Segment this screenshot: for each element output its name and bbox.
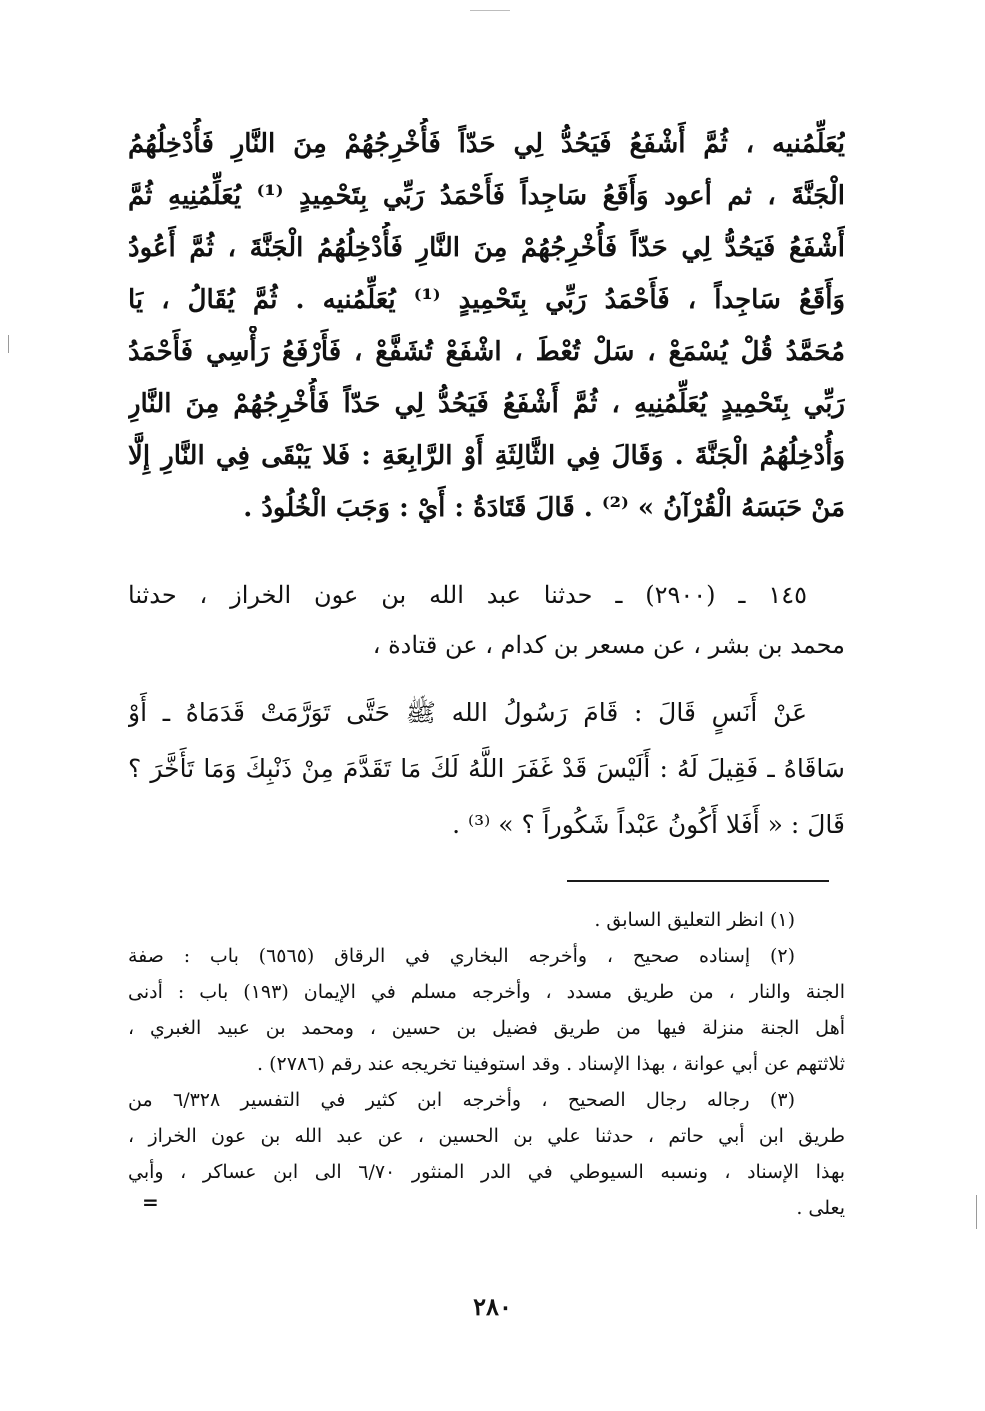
footnote-line: (٣) رجاله رجال الصحيح ، وأخرجه ابن كثير في التفسير ٦/٣٢٨ من — [128, 1089, 795, 1111]
main-text-line: الْجَنَّةَ ، ثم أعود وَأَقَعُ سَاجِداً فَأَحْمَدُ رَبِّي بِتَحْمِيدٍ ⁽¹⁾ يُعَلِّمُنِيهِ ثُمَّ — [128, 181, 845, 211]
matn-line: عَنْ أَنَسٍ قَالَ : قَامَ رَسُولُ الله ﷺ حَتَّى تَوَرَّمَتْ قَدَمَاهُ ـ أَوْ — [128, 698, 807, 727]
footnote-line: بهذا الإسناد ، ونسبه السيوطي في الدر المنثور ٦/٧٠ الى ابن عساكر ، وأبي — [128, 1161, 845, 1183]
footnote-line: أهل الجنة منزلة فيها من طريق فضيل بن حسين ، ومحمد بن عبيد الغبري ، — [128, 1017, 845, 1039]
main-text-line: رَبِّي بِتَحْمِيدٍ يُعَلِّمُنِيهِ ، ثُمَّ أَشْفَعُ فَيَحُدُّ لِي حَدّاً فَأُخْرِجُهُمْ مِنَ النَّارِ — [128, 389, 845, 419]
main-text-line: وَأَقَعُ سَاجِداً ، فَأَحْمَدُ رَبِّي بِتَحْمِيدٍ ⁽¹⁾ يُعَلِّمُنيه . ثُمَّ يُقَالُ ، يَا — [128, 285, 845, 315]
footnote-line: الجنة والنار ، من طريق مسدد ، وأخرجه مسلم في الإيمان (١٩٣) باب : أدنى — [128, 981, 845, 1003]
footnote-line: طريق ابن أبي حاتم ، حدثنا علي بن الحسين ، عن عبد الله بن عون الخراز ، — [128, 1125, 845, 1147]
footnote-line: ثلاثتهم عن أبي عوانة ، بهذا الإسناد . وقد استوفينا تخريجه عند رقم (٢٧٨٦) . — [257, 1053, 845, 1075]
isnad-line: ١٤٥ ـ (٢٩٠٠) ـ حدثنا عبد الله بن عون الخراز ، حدثنا — [128, 581, 807, 609]
main-text-line: وَأُدْخِلُهُمُ الْجَنَّةَ . وَقَالَ فِي الثَّالِثَةِ أَوْ الرَّابِعَةِ : فَلا يَبْقَى فِي النَّارِ إِلَّا — [128, 441, 845, 471]
main-text-line: مَنْ حَبَسَهُ الْقُرْآنُ » ⁽²⁾ . قَالَ قَتَادَةُ : أَيْ : وَجَبَ الْخُلُودُ . — [243, 493, 845, 523]
page-number: ٢٨٠ — [473, 1292, 512, 1321]
hadith-matn — [128, 685, 845, 853]
hadith-isnad — [128, 570, 845, 670]
main-text-block — [128, 118, 845, 534]
main-text-line: أَشْفَعُ فَيَحُدُّ لِي حَدّاً فَأُخْرِجُهُمْ مِنَ النَّارِ فَأُدْخِلُهُمُ الْجَنَّةَ ، ثُمَّ أَعُودُ — [128, 233, 845, 263]
footnote-last-row — [128, 1190, 845, 1226]
main-text-line: مُحَمَّدُ قُلْ يُسْمَعْ ، سَلْ تُعْطَ ، اشْفَعْ تُشَفَّعْ ، فَأَرْفَعُ رَأْسِي فَأَحْمَدُ — [128, 337, 845, 367]
matn-line: سَاقَاهُ ـ فَقِيلَ لَهُ : أَلَيْسَ قَدْ غَفَرَ اللَّهُ لَكَ مَا تَقَدَّمَ مِنْ ذَنْبِكَ وَمَا تَأَخَّرَ ؟ — [128, 754, 845, 783]
footnotes-block — [128, 902, 845, 1226]
footnote-line: (١) انظر التعليق السابق . — [594, 909, 795, 931]
footnote-line: يعلى . — [796, 1197, 845, 1219]
top-scan-mark — [470, 10, 510, 11]
footnote-separator — [567, 880, 829, 882]
matn-line: قَالَ : « أَفَلا أَكُونُ عَبْداً شَكُوراً ؟ » ⁽³⁾ . — [452, 810, 845, 839]
main-text-line: يُعَلِّمُنيه ، ثُمَّ أَشْفَعُ فَيَحُدُّ لِي حَدّاً فَأُخْرِجُهُمْ مِنَ النَّارِ فَأُدْخِلُهُمُ — [128, 129, 845, 159]
continuation-mark: = — [142, 1190, 159, 1214]
isnad-line: محمد بن بشر ، عن مسعر بن كدام ، عن قتادة ، — [372, 631, 845, 659]
footnote-line: (٢) إسناده صحيح ، وأخرجه البخاري في الرقاق (٦٥٦٥) باب : صفة — [128, 945, 796, 967]
right-margin-mark — [976, 1195, 977, 1229]
left-margin-mark — [8, 335, 9, 353]
